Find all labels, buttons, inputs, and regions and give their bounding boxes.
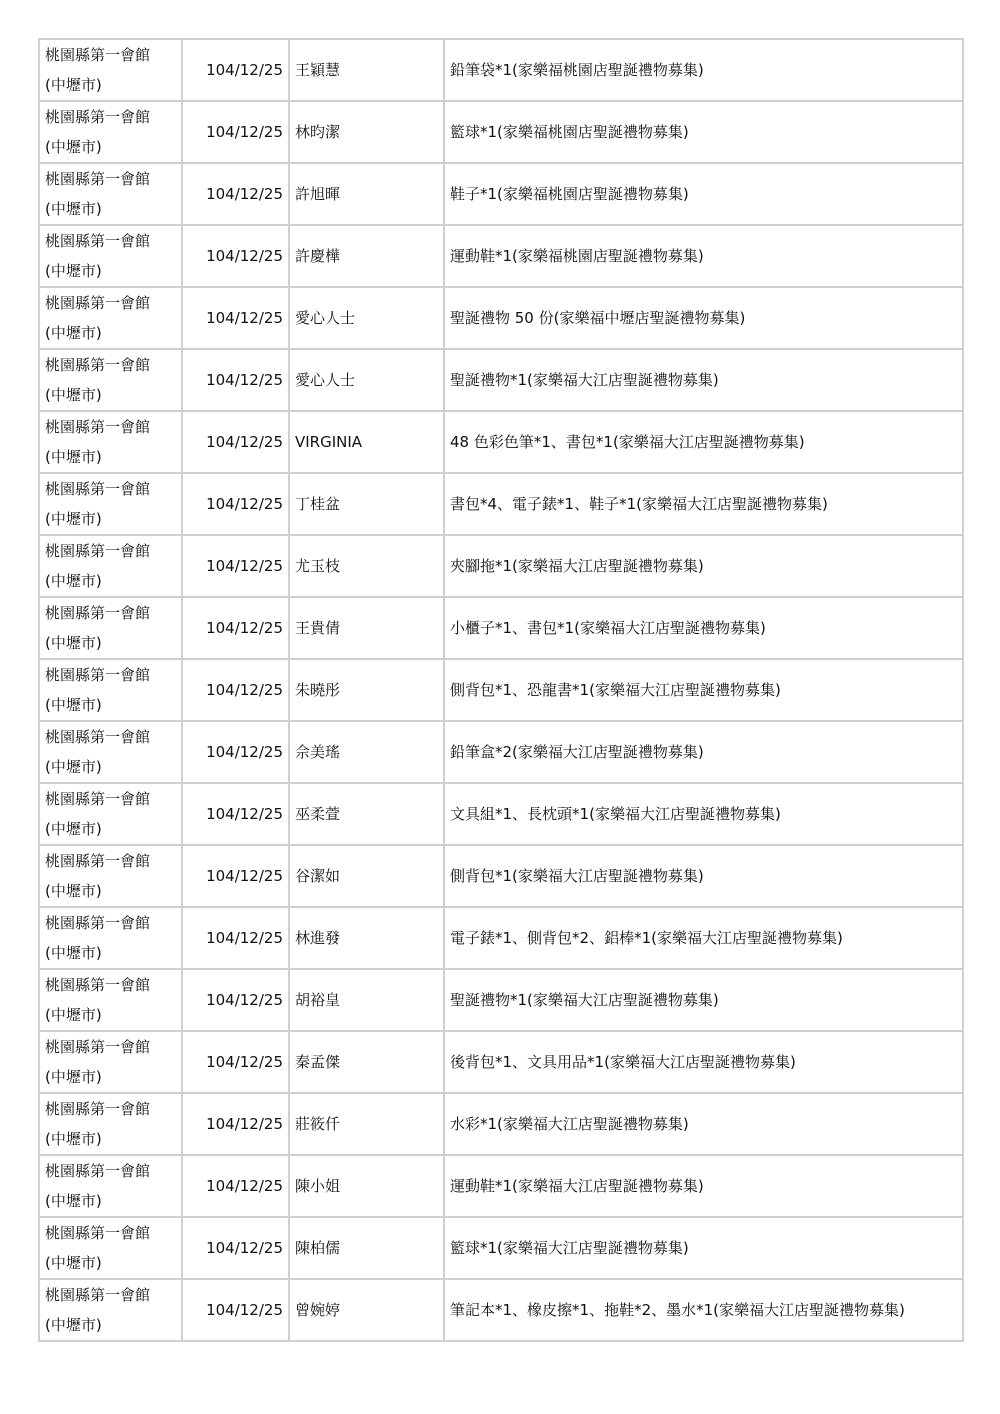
date-cell: 104/12/25 (182, 969, 289, 1031)
organization-district: (中壢市) (45, 758, 102, 776)
organization-name: 桃園縣第一會館 (45, 46, 151, 64)
donation-item-cell: 書包*4、電子錶*1、鞋子*1(家樂福大江店聖誕禮物募集) (444, 473, 963, 535)
date-cell: 104/12/25 (182, 1279, 289, 1341)
date-cell: 104/12/25 (182, 163, 289, 225)
organization-name: 桃園縣第一會館 (45, 666, 151, 684)
organization-name: 桃園縣第一會館 (45, 1162, 151, 1180)
organization-district: (中壢市) (45, 1068, 102, 1086)
organization-name: 桃園縣第一會館 (45, 1224, 151, 1242)
donation-item-cell: 文具組*1、長枕頭*1(家樂福大江店聖誕禮物募集) (444, 783, 963, 845)
organization-name: 桃園縣第一會館 (45, 542, 151, 560)
organization-district: (中壢市) (45, 76, 102, 94)
organization-cell (39, 659, 182, 721)
donation-item-cell: 電子錶*1、側背包*2、鋁棒*1(家樂福大江店聖誕禮物募集) (444, 907, 963, 969)
organization-cell (39, 597, 182, 659)
donor-name-cell: 谷潔如 (289, 845, 444, 907)
table-row (39, 1093, 963, 1155)
organization-name: 桃園縣第一會館 (45, 1286, 151, 1304)
organization-cell (39, 845, 182, 907)
date-cell: 104/12/25 (182, 659, 289, 721)
table-row (39, 225, 963, 287)
date-cell: 104/12/25 (182, 225, 289, 287)
organization-cell (39, 411, 182, 473)
organization-cell (39, 1031, 182, 1093)
table-row (39, 1155, 963, 1217)
date-cell: 104/12/25 (182, 1217, 289, 1279)
table-row (39, 101, 963, 163)
table-row (39, 1031, 963, 1093)
organization-district: (中壢市) (45, 820, 102, 838)
date-cell: 104/12/25 (182, 535, 289, 597)
donation-item-cell: 籃球*1(家樂福桃園店聖誕禮物募集) (444, 101, 963, 163)
date-cell: 104/12/25 (182, 1093, 289, 1155)
donation-item-cell: 側背包*1(家樂福大江店聖誕禮物募集) (444, 845, 963, 907)
organization-district: (中壢市) (45, 262, 102, 280)
organization-district: (中壢市) (45, 1006, 102, 1024)
organization-name: 桃園縣第一會館 (45, 232, 151, 250)
organization-name: 桃園縣第一會館 (45, 790, 151, 808)
organization-cell (39, 101, 182, 163)
organization-district: (中壢市) (45, 634, 102, 652)
donor-name-cell: 佘美瑤 (289, 721, 444, 783)
date-cell: 104/12/25 (182, 845, 289, 907)
donor-name-cell: 林昀潔 (289, 101, 444, 163)
organization-district: (中壢市) (45, 200, 102, 218)
organization-cell (39, 349, 182, 411)
date-cell: 104/12/25 (182, 1155, 289, 1217)
donor-name-cell: 陳柏儒 (289, 1217, 444, 1279)
date-cell: 104/12/25 (182, 597, 289, 659)
organization-name: 桃園縣第一會館 (45, 1038, 151, 1056)
donor-name-cell: 陳小姐 (289, 1155, 444, 1217)
donation-item-cell: 側背包*1、恐龍書*1(家樂福大江店聖誕禮物募集) (444, 659, 963, 721)
donor-name-cell: 許旭暉 (289, 163, 444, 225)
table-row (39, 907, 963, 969)
donation-item-cell: 48 色彩色筆*1、書包*1(家樂福大江店聖誕禮物募集) (444, 411, 963, 473)
organization-name: 桃園縣第一會館 (45, 728, 151, 746)
organization-name: 桃園縣第一會館 (45, 852, 151, 870)
organization-cell (39, 1093, 182, 1155)
donation-item-cell: 水彩*1(家樂福大江店聖誕禮物募集) (444, 1093, 963, 1155)
organization-district: (中壢市) (45, 1254, 102, 1272)
donor-name-cell: 愛心人士 (289, 349, 444, 411)
donation-item-cell: 鞋子*1(家樂福桃園店聖誕禮物募集) (444, 163, 963, 225)
table-row (39, 783, 963, 845)
organization-cell (39, 473, 182, 535)
donation-item-cell: 籃球*1(家樂福大江店聖誕禮物募集) (444, 1217, 963, 1279)
organization-name: 桃園縣第一會館 (45, 1100, 151, 1118)
donor-name-cell: 秦孟傑 (289, 1031, 444, 1093)
donor-name-cell: 王貴倩 (289, 597, 444, 659)
donation-table-body (39, 39, 963, 1341)
donation-item-cell: 小櫃子*1、書包*1(家樂福大江店聖誕禮物募集) (444, 597, 963, 659)
table-row (39, 597, 963, 659)
donor-name-cell: 許慶樺 (289, 225, 444, 287)
table-row (39, 163, 963, 225)
donation-item-cell: 夾腳拖*1(家樂福大江店聖誕禮物募集) (444, 535, 963, 597)
organization-district: (中壢市) (45, 324, 102, 342)
date-cell: 104/12/25 (182, 473, 289, 535)
organization-cell (39, 1155, 182, 1217)
table-row (39, 473, 963, 535)
donation-item-cell: 聖誕禮物 50 份(家樂福中壢店聖誕禮物募集) (444, 287, 963, 349)
donor-name-cell: 曾婉婷 (289, 1279, 444, 1341)
organization-district: (中壢市) (45, 1192, 102, 1210)
organization-cell (39, 907, 182, 969)
organization-district: (中壢市) (45, 696, 102, 714)
donor-name-cell: 尤玉枝 (289, 535, 444, 597)
donation-item-cell: 後背包*1、文具用品*1(家樂福大江店聖誕禮物募集) (444, 1031, 963, 1093)
organization-cell (39, 721, 182, 783)
table-row (39, 39, 963, 101)
donation-item-cell: 運動鞋*1(家樂福桃園店聖誕禮物募集) (444, 225, 963, 287)
donor-name-cell: VIRGINIA (289, 411, 444, 473)
date-cell: 104/12/25 (182, 101, 289, 163)
donation-item-cell: 聖誕禮物*1(家樂福大江店聖誕禮物募集) (444, 349, 963, 411)
organization-cell (39, 783, 182, 845)
date-cell: 104/12/25 (182, 907, 289, 969)
donation-table (38, 38, 964, 1342)
donor-name-cell: 莊筱仟 (289, 1093, 444, 1155)
donation-item-cell: 聖誕禮物*1(家樂福大江店聖誕禮物募集) (444, 969, 963, 1031)
date-cell: 104/12/25 (182, 783, 289, 845)
organization-district: (中壢市) (45, 138, 102, 156)
organization-district: (中壢市) (45, 1316, 102, 1334)
organization-name: 桃園縣第一會館 (45, 914, 151, 932)
organization-district: (中壢市) (45, 386, 102, 404)
organization-name: 桃園縣第一會館 (45, 418, 151, 436)
date-cell: 104/12/25 (182, 287, 289, 349)
organization-name: 桃園縣第一會館 (45, 108, 151, 126)
organization-cell (39, 287, 182, 349)
donor-name-cell: 朱曉彤 (289, 659, 444, 721)
organization-district: (中壢市) (45, 572, 102, 590)
donor-name-cell: 王穎慧 (289, 39, 444, 101)
organization-cell (39, 1279, 182, 1341)
table-row (39, 1217, 963, 1279)
date-cell: 104/12/25 (182, 349, 289, 411)
donor-name-cell: 巫柔萱 (289, 783, 444, 845)
donor-name-cell: 愛心人士 (289, 287, 444, 349)
donation-item-cell: 筆記本*1、橡皮擦*1、拖鞋*2、墨水*1(家樂福大江店聖誕禮物募集) (444, 1279, 963, 1341)
table-row (39, 721, 963, 783)
table-row (39, 349, 963, 411)
table-row (39, 845, 963, 907)
date-cell: 104/12/25 (182, 1031, 289, 1093)
table-row (39, 411, 963, 473)
organization-name: 桃園縣第一會館 (45, 604, 151, 622)
donor-name-cell: 林進發 (289, 907, 444, 969)
organization-district: (中壢市) (45, 882, 102, 900)
organization-district: (中壢市) (45, 944, 102, 962)
organization-district: (中壢市) (45, 1130, 102, 1148)
donation-item-cell: 運動鞋*1(家樂福大江店聖誕禮物募集) (444, 1155, 963, 1217)
organization-cell (39, 225, 182, 287)
donation-item-cell: 鉛筆袋*1(家樂福桃園店聖誕禮物募集) (444, 39, 963, 101)
organization-district: (中壢市) (45, 448, 102, 466)
organization-name: 桃園縣第一會館 (45, 294, 151, 312)
date-cell: 104/12/25 (182, 721, 289, 783)
organization-district: (中壢市) (45, 510, 102, 528)
donor-name-cell: 丁桂盆 (289, 473, 444, 535)
organization-cell (39, 163, 182, 225)
table-row (39, 659, 963, 721)
donor-name-cell: 胡裕皇 (289, 969, 444, 1031)
organization-cell (39, 535, 182, 597)
table-row (39, 287, 963, 349)
organization-name: 桃園縣第一會館 (45, 356, 151, 374)
organization-name: 桃園縣第一會館 (45, 480, 151, 498)
table-row (39, 969, 963, 1031)
date-cell: 104/12/25 (182, 39, 289, 101)
organization-name: 桃園縣第一會館 (45, 170, 151, 188)
table-row (39, 1279, 963, 1341)
organization-cell (39, 969, 182, 1031)
donation-item-cell: 鉛筆盒*2(家樂福大江店聖誕禮物募集) (444, 721, 963, 783)
organization-cell (39, 39, 182, 101)
table-row (39, 535, 963, 597)
organization-cell (39, 1217, 182, 1279)
organization-name: 桃園縣第一會館 (45, 976, 151, 994)
date-cell: 104/12/25 (182, 411, 289, 473)
